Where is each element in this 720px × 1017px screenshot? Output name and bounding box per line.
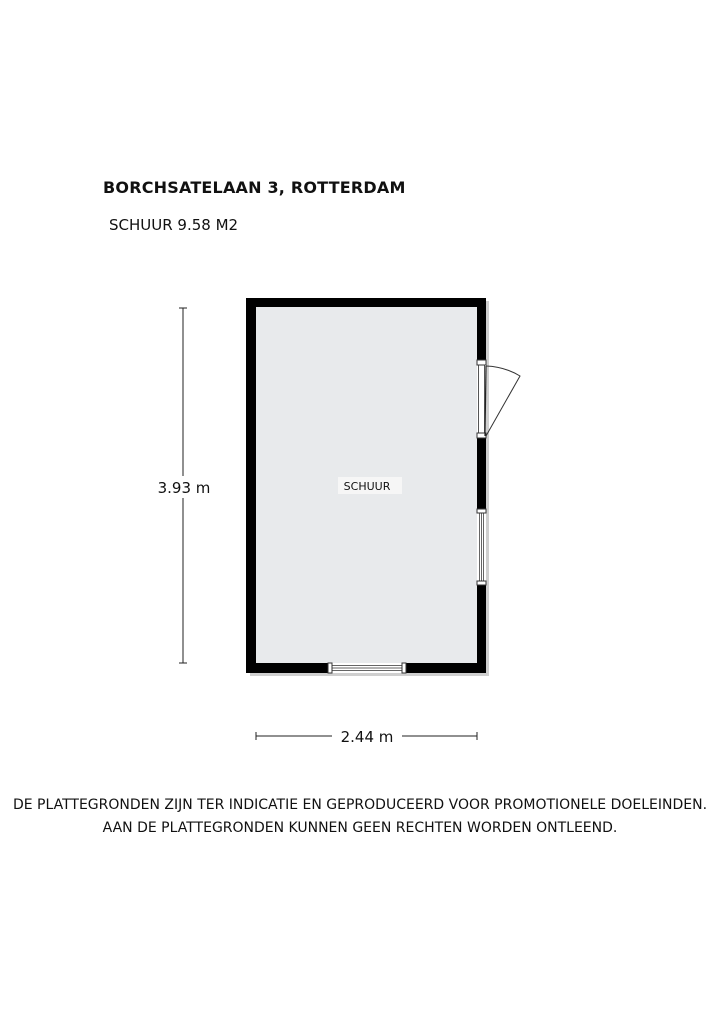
area-subtitle: SCHUUR 9.58 M2: [109, 216, 239, 234]
disclaimer-line-1: DE PLATTEGRONDEN ZIJN TER INDICATIE EN GEPRODUCEERD VOOR PROMOTIONELE DOELEINDEN.: [12, 797, 708, 813]
disclaimer-line-2: AAN DE PLATTEGRONDEN KUNNEN GEEN RECHTEN WORDEN ONTLEEND.: [102, 820, 618, 836]
door-jamb-top: [477, 360, 486, 365]
window-bottom-jamb-right: [402, 663, 406, 673]
room-label: SCHUUR: [343, 480, 391, 493]
height-dimension-label: 3.93 m: [157, 479, 211, 497]
width-dimension-label: 2.44 m: [340, 728, 394, 746]
window-bottom-jamb-left: [328, 663, 332, 673]
address-title: BORCHSATELAAN 3, ROTTERDAM: [103, 178, 406, 197]
window-right-jamb-bottom: [477, 581, 486, 585]
window-right-jamb-top: [477, 509, 486, 513]
door-swing-arc: [486, 366, 520, 436]
